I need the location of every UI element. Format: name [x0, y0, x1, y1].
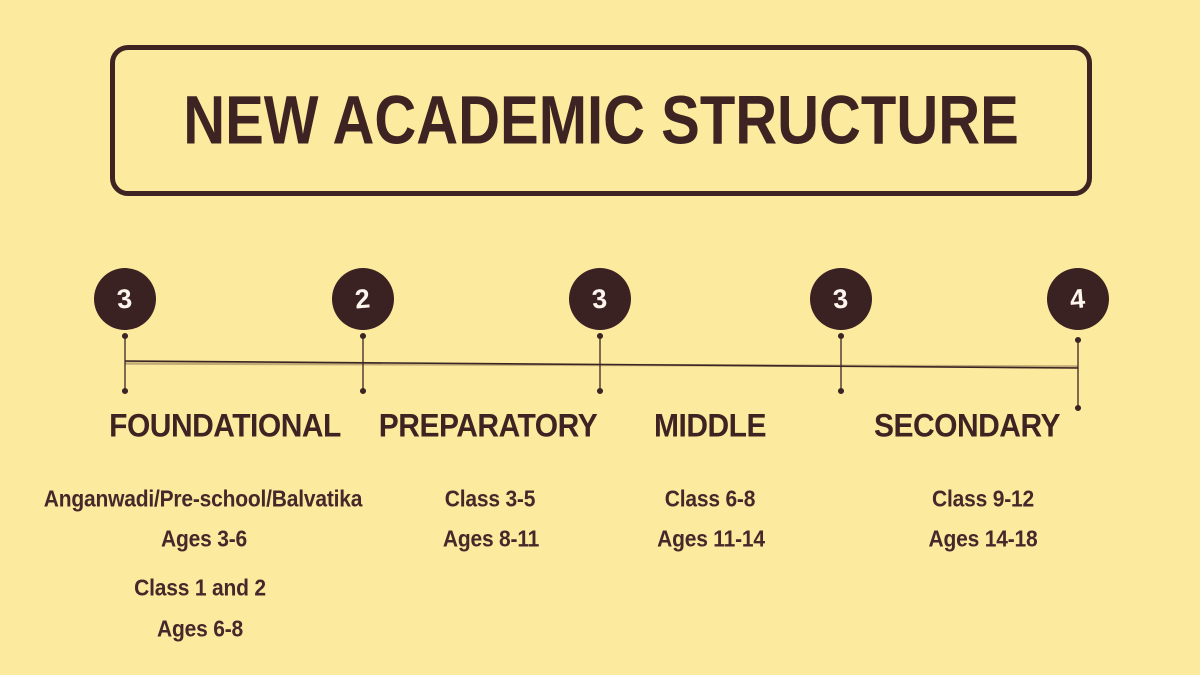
- stem-4-bottom-dot: [839, 389, 844, 394]
- foundational-detail-classes: Class 1 and 2: [134, 576, 266, 601]
- years-count: 3: [116, 282, 134, 315]
- stem-2-bottom-dot: [361, 389, 366, 394]
- foundational-detail-schools: Anganwadi/Pre-school/Balvatika: [43, 487, 363, 512]
- stem-2-top-dot: [361, 334, 366, 339]
- stem-3-top-dot: [598, 334, 603, 339]
- title-box: [110, 45, 1092, 196]
- stage-title-foundational: FOUNDATIONAL: [109, 408, 341, 445]
- years-count: 3: [591, 282, 609, 315]
- stem-3-bottom-dot: [598, 389, 603, 394]
- years-count: 3: [832, 282, 850, 315]
- page-title: NEW ACADEMIC STRUCTURE: [183, 82, 1019, 159]
- stem-5-bottom-dot: [1076, 406, 1081, 411]
- stem-4-top-dot: [839, 334, 844, 339]
- timeline-axis: [125, 361, 1078, 368]
- years-count: 4: [1069, 282, 1087, 315]
- years-node-foundational-classes: [332, 268, 394, 330]
- stem-5-top-dot: [1076, 338, 1081, 343]
- stage-title-middle: MIDDLE: [654, 408, 766, 445]
- foundational-detail-ages-preschool: Ages 3-6: [161, 527, 247, 552]
- middle-detail-classes: Class 6-8: [664, 487, 756, 512]
- stage-title-preparatory: PREPARATORY: [378, 408, 598, 445]
- middle-detail-ages: Ages 11-14: [657, 527, 765, 552]
- years-node-foundational-preschool: [94, 268, 156, 330]
- secondary-detail-classes: Class 9-12: [932, 487, 1034, 512]
- preparatory-detail-classes: Class 3-5: [444, 487, 536, 512]
- stage-title-secondary: SECONDARY: [873, 408, 1061, 445]
- preparatory-detail-ages: Ages 8-11: [442, 527, 540, 552]
- years-node-middle: [810, 268, 872, 330]
- secondary-detail-ages: Ages 14-18: [928, 527, 1038, 552]
- stem-1-bottom-dot: [123, 389, 128, 394]
- years-node-preparatory: [569, 268, 631, 330]
- years-count: 2: [354, 282, 372, 315]
- foundational-detail-ages-classes: Ages 6-8: [157, 617, 243, 642]
- years-node-secondary: [1047, 268, 1109, 330]
- timeline-axis-shadow: [125, 364, 1078, 367]
- stem-1-top-dot: [123, 334, 128, 339]
